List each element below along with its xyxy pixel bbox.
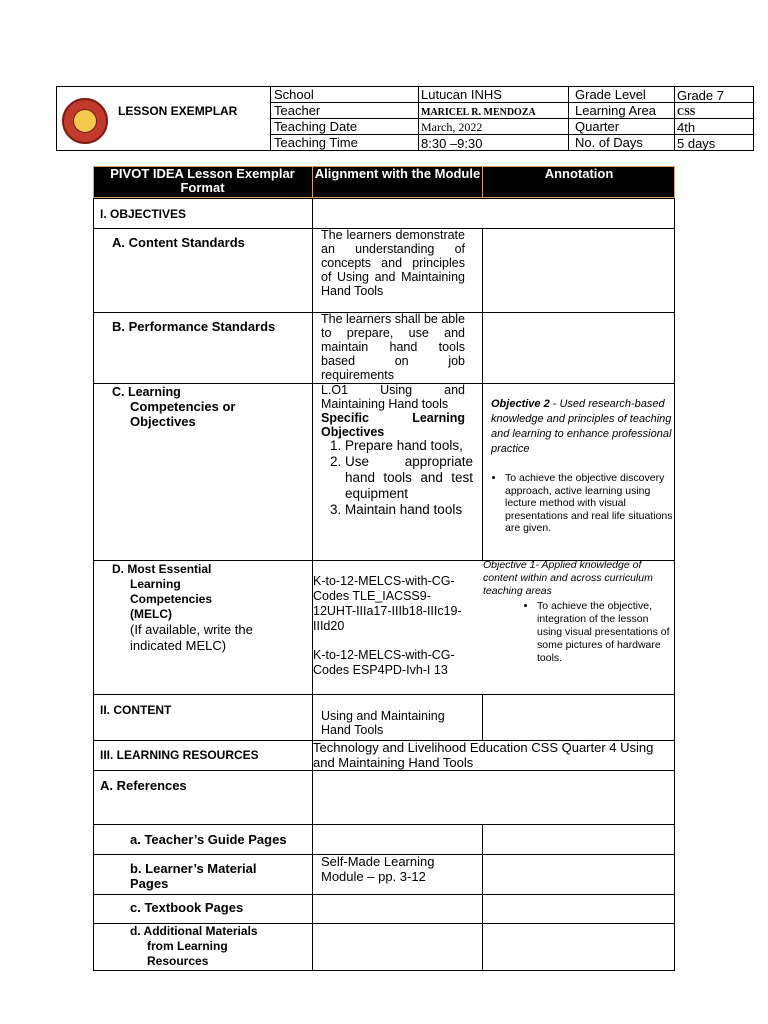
objective-2-bullet: • To achieve the objective discovery approach, active learning using lecture method with visual presentations and real life situations are given. — [505, 472, 675, 535]
label-no-of-days: No. of Days — [575, 135, 643, 150]
objective-1-bullet-list — [503, 600, 675, 665]
learners-material-text: Self-Made Learning Module – pp. 3-12 — [321, 854, 435, 884]
melc-label-1: D. Most Essential — [112, 562, 212, 576]
learning-resources-text: Technology and Livelihood Education CSS Quarter 4 Using and Maintaining Hand Tools — [313, 740, 654, 770]
value-teaching-date: March, 2022 — [421, 120, 483, 134]
label-learning-area: Learning Area — [575, 103, 656, 118]
performance-standards-text: The learners shall be able to prepare, use and maintain hand tools based on job requirements — [321, 312, 465, 382]
competencies-label-1: C. Learning — [112, 385, 181, 399]
performance-standards-label: B. Performance Standards — [112, 319, 276, 334]
objective-2-title: Objective 2 — [491, 398, 550, 410]
melc-code-2: K-to-12-MELCS-with-CG-Codes ESP4PD-Ivh-I 13 — [313, 648, 455, 677]
value-teaching-time: 8:30 –9:30 — [421, 136, 483, 151]
specific-objectives-list — [321, 438, 473, 518]
additional-materials-label-2: from Learning — [147, 939, 228, 953]
additional-materials-label-1: d. Additional Materials — [130, 924, 258, 938]
objective-item: 3. Maintain hand tools — [345, 502, 473, 518]
label-school: School — [274, 87, 314, 102]
teachers-guide-label: a. Teacher’s Guide Pages — [130, 832, 287, 847]
objective-2-bullet-list — [489, 472, 675, 535]
col-header-annotation: Annotation — [482, 166, 675, 198]
textbook-pages-label: c. Textbook Pages — [130, 900, 244, 915]
melc-label-3: Competencies — [130, 592, 213, 606]
label-teaching-date: Teaching Date — [274, 119, 358, 134]
content-standards-text: The learners demonstrate an understanding of concepts and principles of Using and Maintaining Hand Tools — [321, 228, 465, 298]
lesson-exemplar-title: LESSON EXEMPLAR — [118, 104, 238, 118]
melc-label-4: (MELC) — [130, 607, 172, 621]
objective-item: 1. Prepare hand tools, — [345, 438, 473, 454]
learners-material-label: b. Learner’s Material Pages — [130, 861, 257, 891]
lesson-table — [93, 166, 675, 971]
specific-objectives-heading: Specific Learning Objectives — [321, 411, 465, 439]
value-learning-area: CSS — [677, 107, 696, 118]
label-teaching-time: Teaching Time — [274, 135, 358, 150]
objectives-heading: I. OBJECTIVES — [100, 207, 187, 221]
objective-1-annotation: Objective 1- Applied knowledge of content within and across curriculum teaching areas — [483, 559, 653, 597]
competencies-label-2: Competencies or — [130, 399, 236, 414]
learning-outcome: L.O1 Using and Maintaining Hand tools — [321, 383, 465, 411]
objective-2-annotation — [491, 397, 673, 457]
header-table — [56, 86, 754, 151]
label-quarter: Quarter — [575, 119, 620, 134]
value-quarter: 4th — [677, 120, 696, 135]
value-teacher: MARICEL R. MENDOZA — [421, 107, 536, 118]
melc-note: (If available, write the indicated MELC) — [130, 622, 253, 653]
label-grade-level: Grade Level — [575, 87, 646, 102]
col-header-alignment: Alignment with the Module — [312, 166, 482, 198]
competencies-label-3: Objectives — [130, 414, 196, 429]
label-teacher: Teacher — [274, 103, 321, 118]
additional-materials-label-3: Resources — [147, 954, 209, 968]
objective-item: 2. Use appropriate hand tools and test equipment — [345, 454, 473, 502]
content-standards-label: A. Content Standards — [112, 235, 245, 250]
objective-2-text: - Used research-based knowledge and principles of teaching and learning to enhance professional practice — [491, 398, 672, 455]
learning-resources-heading: III. LEARNING RESOURCES — [100, 748, 259, 762]
objective-1-bullet: • To achieve the objective, integration of the lesson using visual presentations of some pictures of hardware tools. — [537, 600, 675, 665]
value-grade-level: Grade 7 — [677, 88, 724, 103]
melc-label-2: Learning — [130, 577, 181, 591]
references-label: A. References — [100, 778, 187, 793]
content-heading: II. CONTENT — [100, 703, 172, 717]
value-no-of-days: 5 days — [677, 136, 716, 151]
col-header-format: PIVOT IDEA Lesson Exemplar Format — [93, 166, 312, 198]
value-school: Lutucan INHS — [421, 87, 502, 102]
content-text: Using and Maintaining Hand Tools — [321, 709, 445, 737]
melc-code-1: K-to-12-MELCS-with-CG-Codes TLE_IACSS9-12UHT-IIIa17-IIIb18-IIIc19-IIId20 — [313, 574, 462, 633]
